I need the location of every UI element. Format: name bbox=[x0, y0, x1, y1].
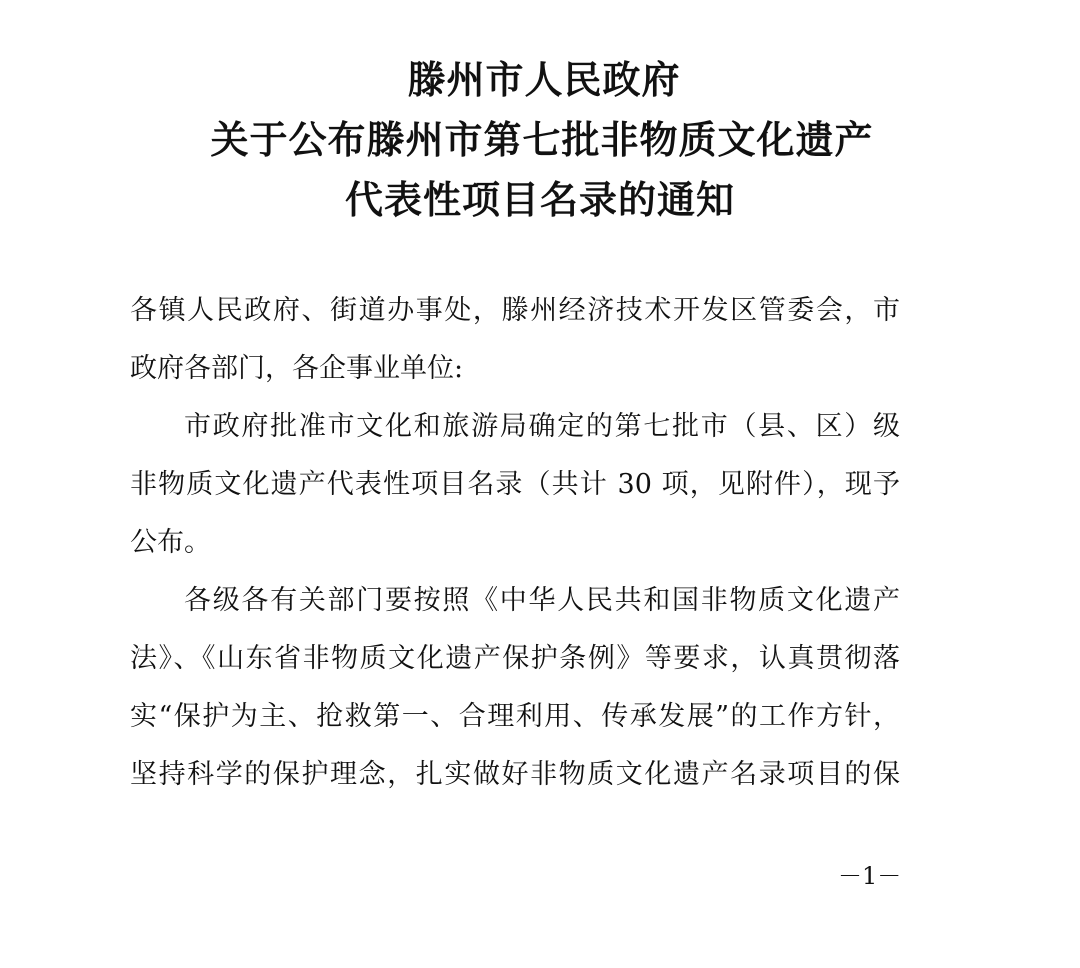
addressee-line-continued: 政府各部门，各企事业单位: bbox=[130, 353, 464, 384]
paragraph-2-line: 坚持科学的保护理念，扎实做好非物质文化遗产名录项目的保 bbox=[130, 759, 900, 790]
paragraph-1-line: 市政府批准市文化和旅游局确定的第七批市（县、区）级 bbox=[184, 411, 900, 442]
title-line-subject: 关于公布滕州市第七批非物质文化遗产 bbox=[210, 117, 874, 162]
document-title bbox=[0, 50, 1080, 230]
document-body bbox=[130, 282, 900, 804]
paragraph-2-line: 实“保护为主、抢救第一、合理利用、传承发展”的工作方针， bbox=[130, 701, 900, 732]
paragraph-1-line: 非物质文化遗产代表性项目名录（共计 30 项，见附件），现予 bbox=[130, 469, 900, 500]
page-number: －1－ bbox=[838, 862, 902, 890]
addressee-line: 各镇人民政府、街道办事处，滕州经济技术开发区管委会，市 bbox=[130, 295, 900, 326]
paragraph-1-line: 公布。 bbox=[130, 527, 211, 558]
title-line-subject-continued: 代表性项目名录的通知 bbox=[344, 177, 735, 222]
paragraph-2-line: 各级各有关部门要按照《中华人民共和国非物质文化遗产 bbox=[184, 585, 900, 616]
paragraph-2-line: 法》、《山东省非物质文化遗产保护条例》等要求，认真贯彻落 bbox=[130, 643, 900, 674]
title-line-issuer: 滕州市人民政府 bbox=[407, 57, 681, 102]
